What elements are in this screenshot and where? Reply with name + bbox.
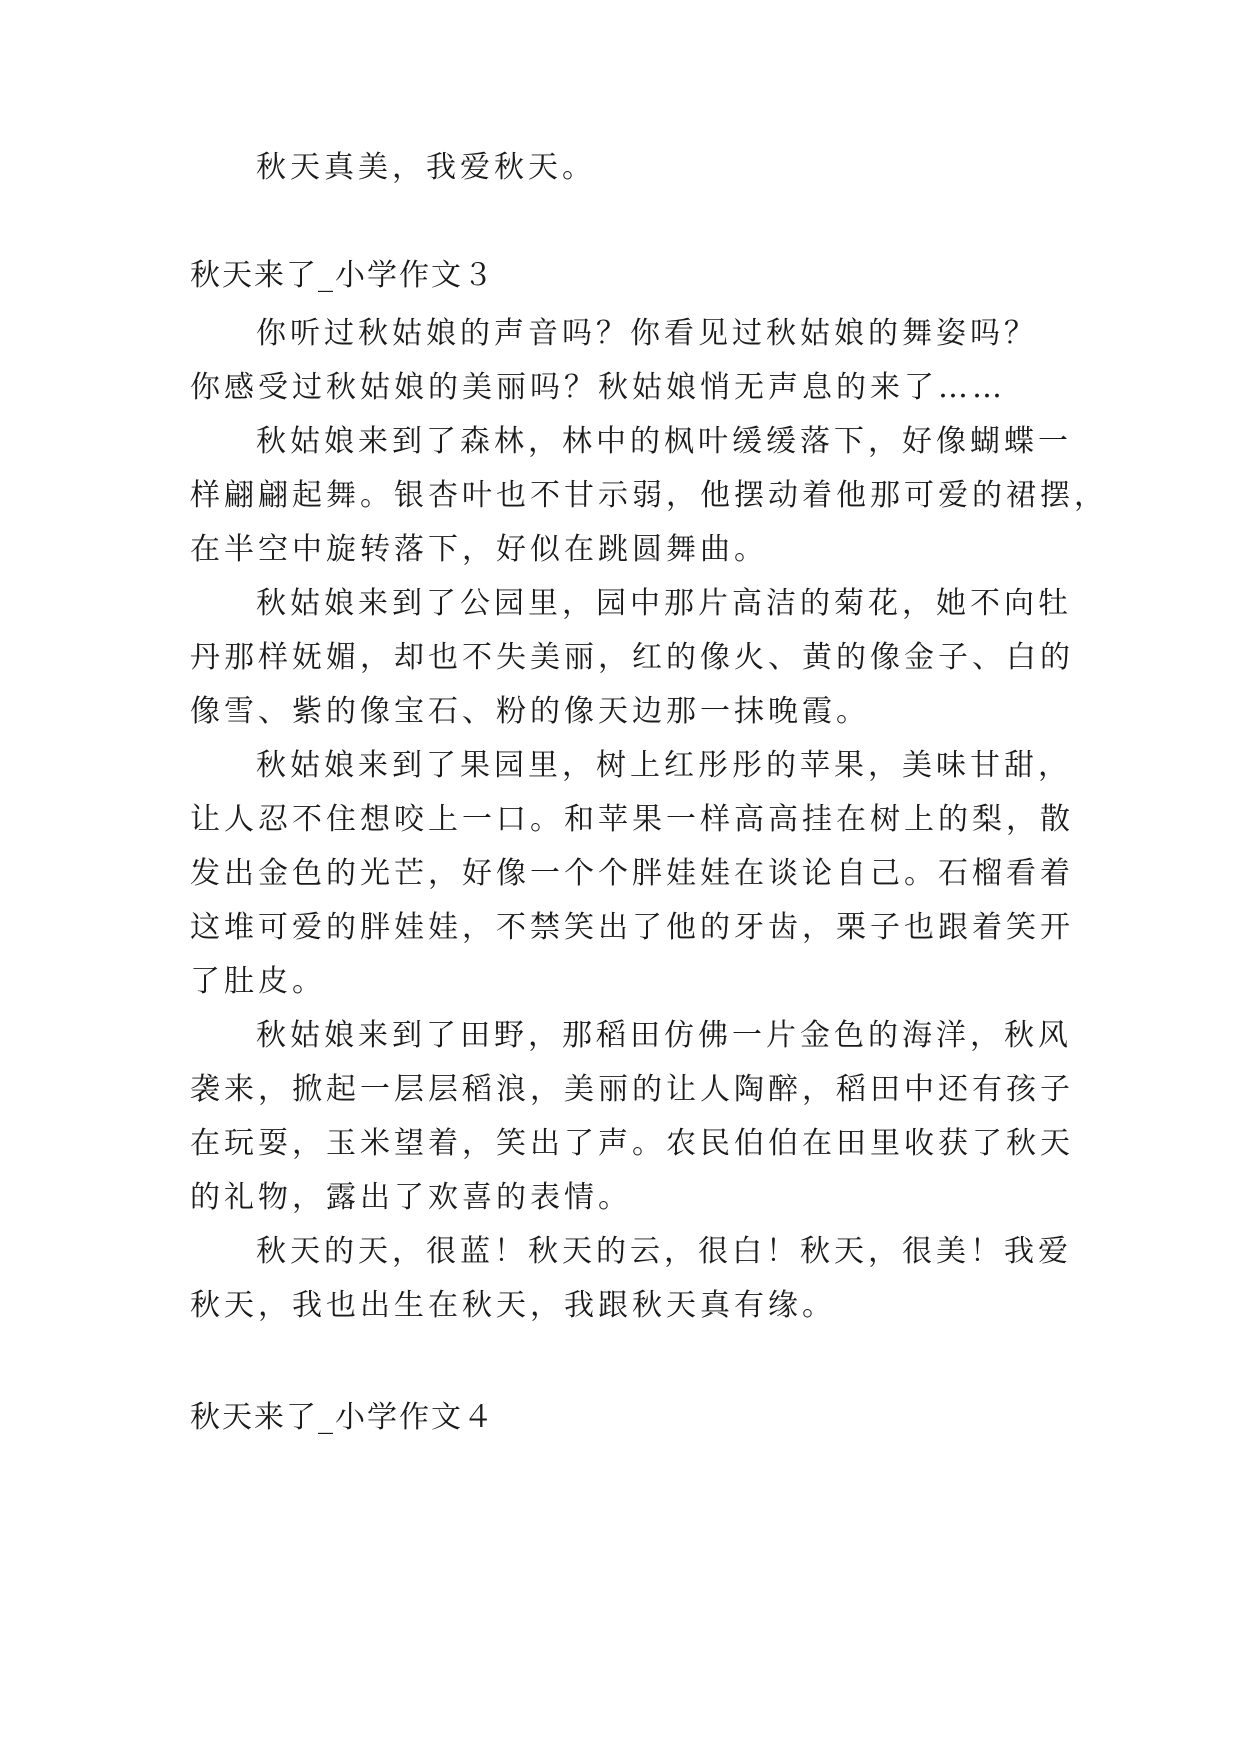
section-heading: 秋天来了_小学作文４	[190, 1400, 495, 1435]
paragraph-line: 秋姑娘来到了公园里，园中那片高洁的菊花，她不向牡	[256, 586, 1072, 621]
paragraph-line: 这堆可爱的胖娃娃，不禁笑出了他的牙齿，栗子也跟着笑开	[190, 910, 1074, 945]
section-heading: 秋天来了_小学作文３	[190, 258, 495, 293]
paragraph-line: 样翩翩起舞。银杏叶也不甘示弱，他摆动着他那可爱的裙摆，	[190, 478, 1108, 513]
paragraph-line: 秋姑娘来到了森林，林中的枫叶缓缓落下，好像蝴蝶一	[256, 424, 1072, 459]
paragraph-line: 秋天的天，很蓝！秋天的云，很白！秋天，很美！我爱	[256, 1234, 1072, 1269]
paragraph-line: 丹那样妩媚，却也不失美丽，红的像火、黄的像金子、白的	[190, 640, 1074, 675]
paragraph-line: 让人忍不住想咬上一口。和苹果一样高高挂在树上的梨，散	[190, 802, 1074, 837]
paragraph-line: 秋姑娘来到了田野，那稻田仿佛一片金色的海洋，秋风	[256, 1018, 1072, 1053]
paragraph-line: 的礼物，露出了欢喜的表情。	[190, 1180, 632, 1215]
paragraph-line: 了肚皮。	[190, 964, 326, 999]
paragraph-line: 在半空中旋转落下，好似在跳圆舞曲。	[190, 532, 768, 567]
paragraph-line: 在玩耍，玉米望着，笑出了声。农民伯伯在田里收获了秋天	[190, 1126, 1074, 1161]
paragraph-line: 你听过秋姑娘的声音吗？你看见过秋姑娘的舞姿吗？	[256, 316, 1038, 351]
paragraph-line: 秋姑娘来到了果园里，树上红彤彤的苹果，美味甘甜，	[256, 748, 1072, 783]
paragraph-line: 像雪、紫的像宝石、粉的像天边那一抹晚霞。	[190, 694, 870, 729]
paragraph-line: 发出金色的光芒，好像一个个胖娃娃在谈论自己。石榴看着	[190, 856, 1074, 891]
paragraph-line: 秋天，我也出生在秋天，我跟秋天真有缘。	[190, 1288, 836, 1323]
paragraph-line: 你感受过秋姑娘的美丽吗？秋姑娘悄无声息的来了……	[190, 370, 1006, 405]
paragraph-line: 袭来，掀起一层层稻浪，美丽的让人陶醉，稻田中还有孩子	[190, 1072, 1074, 1107]
opening-line: 秋天真美，我爱秋天。	[256, 150, 596, 185]
